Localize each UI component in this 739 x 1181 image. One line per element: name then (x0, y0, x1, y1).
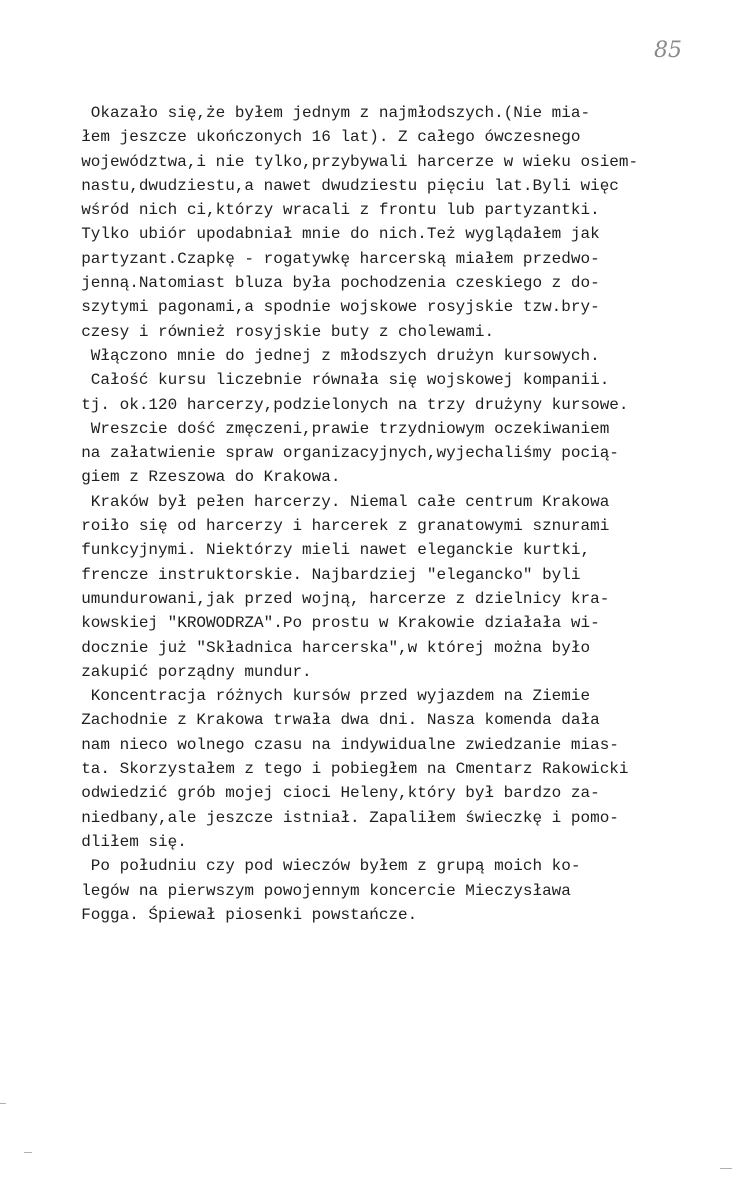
text-line: zakupić porządny mundur. (62, 662, 312, 681)
text-line: frencze instruktorskie. Najbardziej "elegancko" byli (62, 565, 581, 584)
margin-tick (24, 1152, 32, 1153)
page-number: 85 (654, 38, 682, 63)
text-line: Tylko ubiór upodabniał mnie do nich.Też wyglądałem jak (62, 225, 600, 244)
typewritten-text (62, 101, 739, 927)
text-line: nastu,dwudziestu,a nawet dwudziestu pięciu lat.Byli więc (62, 176, 619, 195)
text-line: na załatwienie spraw organizacyjnych,wyjechaliśmy pocią- (62, 444, 619, 463)
text-line: giem z Rzeszowa do Krakowa. (62, 468, 341, 487)
text-line: umundurowani,jak przed wojną, harcerze z dzielnicy kra- (62, 589, 610, 608)
text-line: jenną.Natomiast bluza była pochodzenia czeskiego z do- (62, 274, 600, 293)
text-line: Zachodnie z Krakowa trwała dwa dni. Nasza komenda dała (62, 711, 600, 730)
text-line: legów na pierwszym powojennym koncercie Mieczysława (62, 881, 571, 900)
text-line: Okazało się,że byłem jednym z najmłodszych.(Nie mia- (62, 104, 591, 122)
text-line: Koncentracja różnych kursów przed wyjazdem na Ziemie (62, 687, 591, 706)
text-line: szytymi pagonami,a spodnie wojskowe rosyjskie tzw.bry- (62, 298, 600, 317)
margin-tick (0, 1103, 6, 1104)
text-line: Kraków był pełen harcerzy. Niemal całe centrum Krakowa (62, 492, 610, 511)
text-line: czesy i również rosyjskie buty z cholewami. (62, 322, 495, 341)
text-line: roiło się od harcerzy i harcerek z granatowymi sznurami (62, 517, 610, 536)
text-line: ta. Skorzystałem z tego i pobiegłem na Cmentarz Rakowicki (62, 760, 629, 779)
text-line: Fogga. Śpiewał piosenki powstańcze. (62, 905, 418, 924)
margin-tick (720, 1168, 732, 1169)
text-line: wśród nich ci,którzy wracali z frontu lub partyzantki. (62, 201, 600, 220)
text-line: nam nieco wolnego czasu na indywidualne zwiedzanie mias- (62, 735, 619, 754)
text-line: odwiedzić grób mojej cioci Heleny,który był bardzo za- (62, 784, 600, 803)
text-line: Całość kursu liczebnie równała się wojskowej kompanii. (62, 371, 610, 390)
text-line: Włączono mnie do jednej z młodszych drużyn kursowych. (62, 346, 600, 365)
text-line: partyzant.Czapkę - rogatywkę harcerską miałem przedwo- (62, 249, 600, 268)
text-line: województwa,i nie tylko,przybywali harcerze w wieku osiem- (62, 152, 639, 171)
text-line: funkcyjnymi. Niektórzy mieli nawet eleganckie kurtki, (62, 541, 591, 560)
text-line: niedbany,ale jeszcze istniał. Zapaliłem świeczkę i pomo- (62, 808, 619, 827)
text-line: Po południu czy pod wieczów byłem z grupą moich ko- (62, 857, 581, 876)
text-line: dliłem się. (62, 832, 187, 851)
text-line: tj. ok.120 harcerzy,podzielonych na trzy drużyny kursowe. (62, 395, 629, 414)
text-line: Wreszcie dość zmęczeni,prawie trzydniowym oczekiwaniem (62, 419, 610, 438)
text-line: łem jeszcze ukończonych 16 lat). Z całego ówczesnego (62, 128, 581, 147)
text-line: kowskiej "KROWODRZA".Po prostu w Krakowie działała wi- (62, 614, 600, 633)
text-line: docznie już "Składnica harcerska",w której można było (62, 638, 591, 657)
